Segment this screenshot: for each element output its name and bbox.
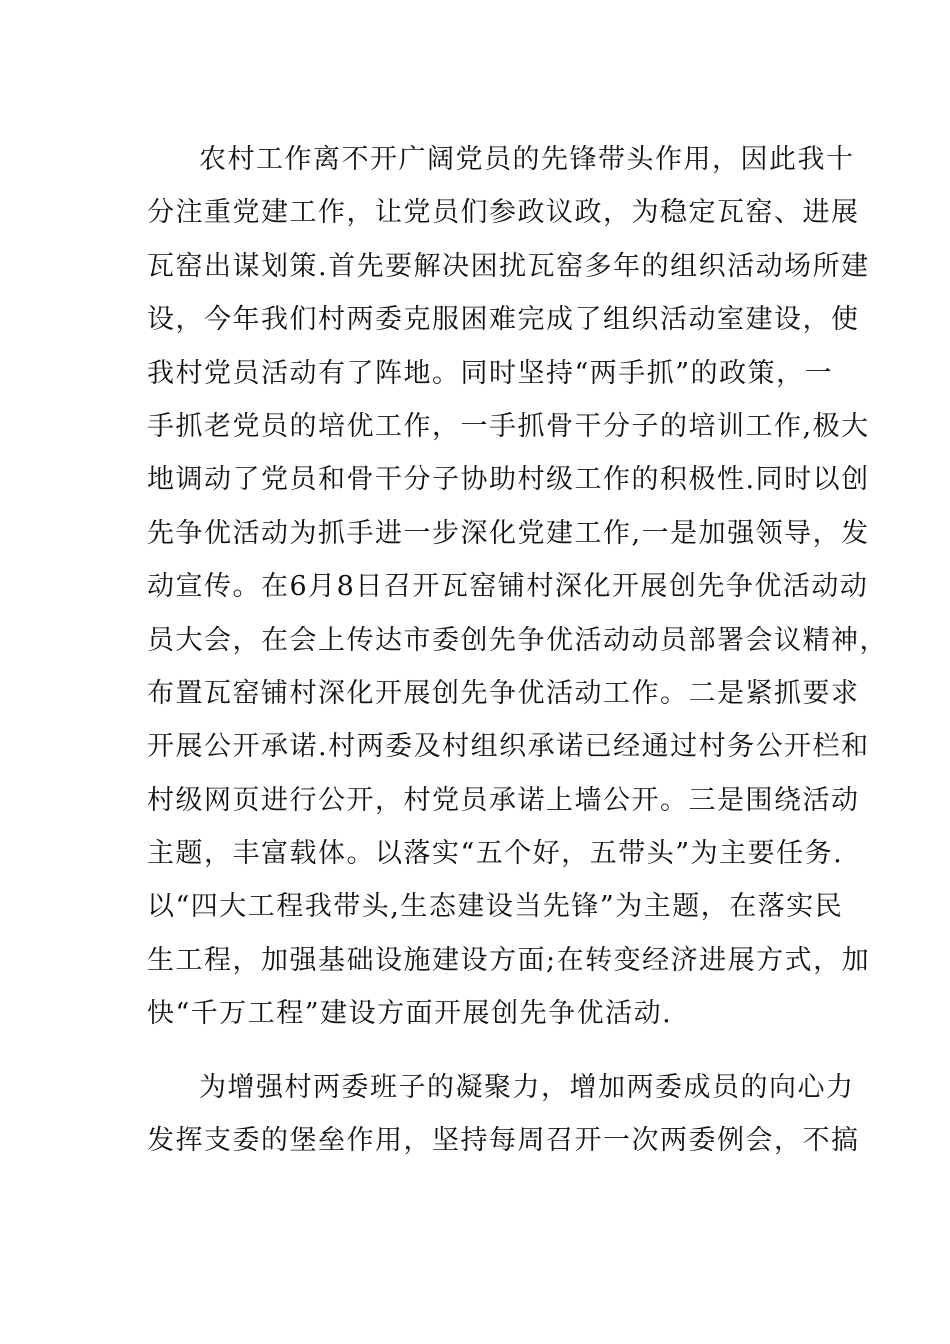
paragraph-2-line: 为增强村两委班子的凝聚力，增加两委成员的向心力 xyxy=(199,1071,855,1103)
paragraph-1-line: 员大会，在会上传达市委创先争优活动动员部署会议精神， xyxy=(147,624,888,656)
paragraph-1-line: 生工程，加强基础设施建设方面;在转变经济进展方式，加 xyxy=(147,944,871,976)
paragraph-1-line: 动宣传。在6月8日召开瓦窑铺村深化开展创先争优活动动 xyxy=(147,571,869,603)
paragraph-1-line: 瓦窑出谋划策.首先要解决困扰瓦窑多年的组织活动场所建 xyxy=(147,250,870,282)
paragraph-1-line: 分注重党建工作，让党员们参政议政，为稳定瓦窑、进展 xyxy=(147,197,860,229)
paragraph-1-line: 布置瓦窑铺村深化开展创先争优活动工作。二是紧抓要求 xyxy=(147,677,860,709)
paragraph-1-line: 先争优活动为抓手进一步深化党建工作,一是加强领导，发 xyxy=(147,517,870,549)
paragraph-1-line: 农村工作离不开广阔党员的先锋带头作用，因此我十 xyxy=(199,144,855,175)
paragraph-1-line: 村级网页进行公开，村党员承诺上墙公开。三是围绕活动 xyxy=(147,784,860,816)
paragraph-1-line: 开展公开承诺.村两委及村组织承诺已经通过村务公开栏和 xyxy=(147,731,870,763)
document-body xyxy=(147,133,888,1167)
paragraph-1-line: 地调动了党员和骨干分子协助村级工作的积极性.同时以创 xyxy=(147,464,870,496)
paragraph-spacer xyxy=(147,1041,807,1061)
paragraph-1-line: 快“千万工程”建设方面开展创先争优活动. xyxy=(147,998,673,1030)
paragraph-1-line: 设，今年我们村两委克服困难完成了组织活动室建设，使 xyxy=(147,304,860,336)
paragraph-1-line: 以“四大工程我带头,生态建设当先锋”为主题，在落实民 xyxy=(147,891,844,923)
paragraph-1-line: 手抓老党员的培优工作，一手抓骨干分子的培训工作,极大 xyxy=(147,410,870,442)
paragraph-2-line: 发挥支委的堡垒作用，坚持每周召开一次两委例会，不搞 xyxy=(147,1125,860,1157)
paragraph-1-line: 我村党员活动有了阵地。同时坚持“两手抓”的政策，一 xyxy=(147,357,834,389)
paragraph-1-line: 主题，丰富载体。以落实“五个好，五带头”为主要任务. xyxy=(147,838,844,870)
